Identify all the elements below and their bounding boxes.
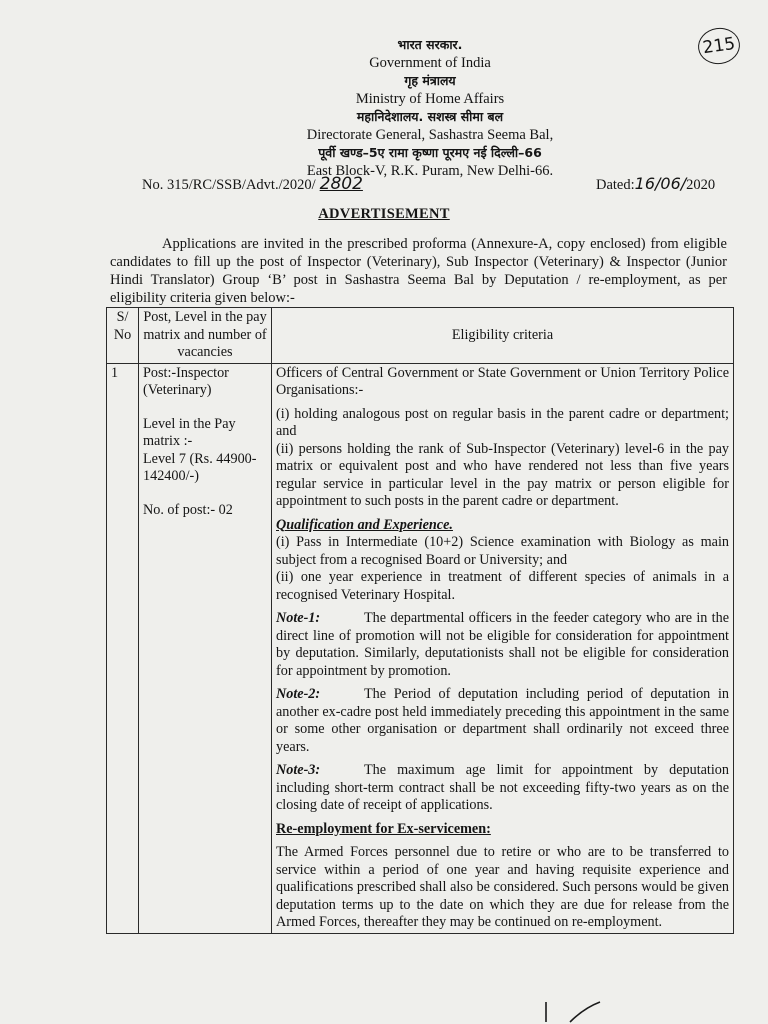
letterhead-directorate: Directorate General, Sashastra Seema Bal, [306, 127, 554, 143]
letterhead-govt: Government of India [369, 55, 491, 71]
post-name: Post:-Inspector (Veterinary) [143, 364, 229, 398]
intro-paragraph: Applications are invited in the prescribed proforma (Annexure-A, copy enclosed) from eligible candidates to fill up the post of Inspector (Veterinary), Sub Inspector (Veterinary) & Inspector (Junior Hindi Translator) Group ‘B’ post in Sashastra Seema Bal by Deputation / re-employment, as per eligibility criteria given below:- [110, 236, 727, 306]
no-of-post: No. of post:- 02 [143, 501, 233, 518]
document-title: ADVERTISEMENT [318, 206, 450, 222]
reemployment-heading: Re-employment for Ex-servicemen: [276, 820, 491, 837]
table-row [107, 363, 734, 933]
handwritten-mark-icon [540, 998, 620, 1024]
note-2-label: Note-2: [276, 686, 321, 702]
reemployment-text: The Armed Forces personnel due to retire or who are to be transferred to service within a period of one year and having requisite experience and qualifications prescribed shall also be considered. Such persons would be given deputation terms up to the date on which they are due for release from the Armed Forces, thereafter they may be continued on re-employment. [276, 844, 729, 930]
reference-date [596, 174, 715, 194]
level-label: Level in the Pay matrix :- [143, 415, 236, 449]
note-3-text: The maximum age limit for appointment by deputation including short-term contract shall be not exceeding fifty-two years as on the closing date of receipt of applications. [276, 762, 729, 813]
note-1-label: Note-1: [276, 610, 321, 626]
note-3 [276, 762, 729, 815]
letterhead-hindi-directorate: महानिदेशालय. सशस्त्र सीमा बल [356, 109, 504, 124]
letterhead-ministry: Ministry of Home Affairs [355, 91, 505, 107]
qualification-i: (i) Pass in Intermediate (10+2) Science examination with Biology as main subject from a recognised Board or University; and [276, 534, 729, 568]
qualification-ii: (ii) one year experience in treatment of different species of animals in a recognised Veterinary Hospital. [276, 569, 729, 603]
qualification-heading: Qualification and Experience. [276, 516, 453, 533]
reference-number-handwritten: 2802 [319, 174, 363, 194]
letterhead-hindi-ministry: गृह मंत्रालय [404, 73, 456, 88]
letterhead-address: East Block-V, R.K. Puram, New Delhi-66. [306, 163, 554, 179]
letterhead-hindi-address: पूर्वी खण्ड–5ए रामा कृष्णा पूरमए नई दिल्ली–66 [318, 145, 542, 160]
row-criteria [272, 363, 734, 933]
note-1-text: The departmental officers in the feeder category who are in the direct line of promotion will not be eligible for consideration for appointment by deputation. Similarly, deputationists shall not be eligible for consideration for appointment by promotion. [276, 610, 729, 679]
table-header-row [107, 308, 734, 364]
header-sno: S/ No [107, 308, 139, 364]
header-criteria: Eligibility criteria [272, 308, 734, 364]
eligibility-table [106, 307, 734, 934]
row-post [139, 363, 272, 933]
note-3-label: Note-3: [276, 762, 321, 778]
reference-number-prefix: No. 315/RC/SSB/Advt./2020/ [142, 177, 316, 193]
date-year: 2020 [686, 177, 716, 193]
letterhead-hindi-govt: भारत सरकार. [397, 37, 463, 52]
criteria-point-i: (i) holding analogous post on regular basis in the parent cadre or department; and [276, 405, 729, 439]
criteria-officers: Officers of Central Government or State Government or Union Territory Police Organisations:- [276, 364, 729, 398]
header-post: Post, Level in the pay matrix and number of vacancies [139, 308, 272, 364]
note-1 [276, 610, 729, 680]
level-value: Level 7 (Rs. 44900-142400/-) [143, 450, 257, 484]
criteria-point-ii: (ii) persons holding the rank of Sub-Inspector (Veterinary) level-6 in the pay matrix or equivalent post and who have rendered not less than five years regular service in particular level in the pay matrix or person eligible for appointment to such posts in the parent cadre or department. [276, 440, 729, 509]
row-sno: 1 [107, 363, 139, 933]
date-label: Dated: [596, 177, 635, 193]
note-2 [276, 686, 729, 756]
reference-number [142, 174, 369, 194]
page-number: 215 [696, 25, 743, 66]
letterhead [250, 36, 610, 180]
date-handwritten: 16/06/ [634, 174, 687, 193]
note-2-text: The Period of deputation including period of deputation in another ex-cadre post held immediately preceding this appointment in the same or some other organisation or department shall ordinarily not exceed three years. [276, 686, 729, 755]
